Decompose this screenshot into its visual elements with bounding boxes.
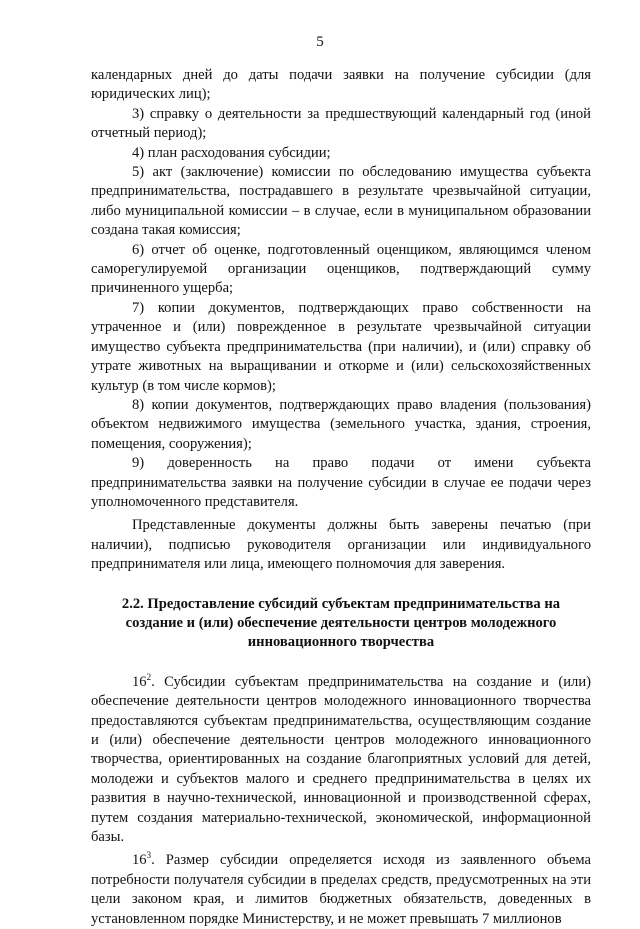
clause-16-2	[91, 673, 591, 848]
list-item-4: 4) план расходования субсидии;	[132, 144, 331, 161]
list-item-7: 7) копии документов, подтверждающих право собственности на утраченное и (или) поврежденное в результате чрезвычайной ситуации имущество субъекта предпринимательства (при наличии), и (или) справку об утрате животных на выращивании и откорме и (или) сельскохозяйственных культур (в том числе кормов);	[91, 299, 591, 394]
clause-superscript: 3	[146, 850, 152, 861]
clause-number: 16	[132, 673, 147, 690]
page-number: 5	[316, 34, 324, 50]
clause-superscript: 2	[146, 671, 152, 682]
list-item-8: 8) копии документов, подтверждающих право владения (пользования) объектом недвижимого имущества (земельного участка, здания, строения, помещения, сооружения);	[91, 396, 591, 452]
list-item-6: 6) отчет об оценке, подготовленный оценщиком, являющимся членом саморегулируемой организации оценщиков, подтверждающий сумму причиненного ущерба;	[91, 241, 591, 297]
paragraph-continuation: календарных дней до даты подачи заявки на получение субсидии (для юридических лиц);	[91, 67, 591, 103]
list-item-3: 3) справку о деятельности за предшествующий календарный год (иной отчетный период);	[91, 105, 591, 142]
clause-16-3	[91, 851, 591, 929]
list-item-9: 9) доверенность на право подачи от имени субъекта предпринимательства заявки на получение субсидии в случае ее подачи через уполномоченного представителя.	[91, 455, 591, 510]
clause-number: 16	[132, 852, 147, 869]
section-heading: 2.2. Предоставление субсидий субъектам предпринимательства на создание и (или) обеспечение деятельности центров молодежного инновационного творчества	[121, 595, 561, 651]
list-item-5: 5) акт (заключение) комиссии по обследованию имущества субъекта предпринимательства, пострадавшего в результате чрезвычайной ситуации, либо муниципальной комиссии – в случае, если в муниципальном образовании создана такая комиссия;	[91, 164, 591, 239]
clause-text: . Субсидии субъектам предпринимательства на создание и (или) обеспечение деятельности центров молодежного инновационного творчества предоставляются субъектам предпринимательства, осуществляющим создание и (или) обеспечение деятельности центров молодежного инновационного творчества, ориентированных на создание благоприятных условий для детей, молодежи и субъектов малого и среднего предпринимательства в целях их развития в научно-технической, инновационной и производственной сферах, путем создания материально-технической, экономической, информационной базы.	[91, 673, 591, 846]
certification-paragraph: Представленные документы должны быть заверены печатью (при наличии), подписью руководителя организации или индивидуального предпринимателя или лица, имеющего полномочия для заверения.	[91, 517, 591, 573]
clause-text: . Размер субсидии определяется исходя из заявленного объема потребности получателя субсидии в пределах средств, предусмотренных на эти цели законом края, и лимитов бюджетных обязательств, доведенных в установленном порядке Министерству, и не может превышать 7 миллионов	[91, 852, 591, 927]
document-body	[91, 66, 591, 929]
